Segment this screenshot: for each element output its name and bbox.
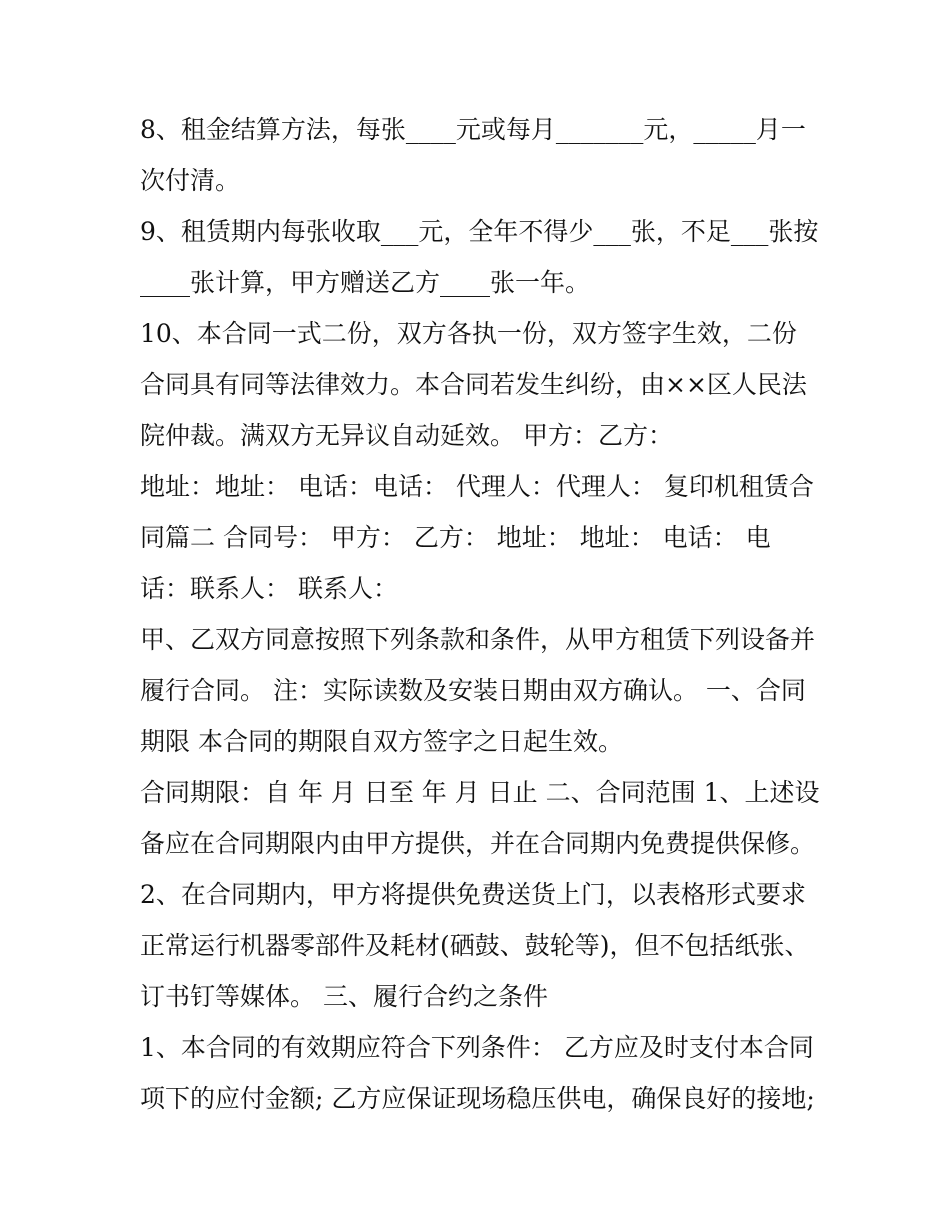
paragraph-rental-fee: 9、租赁期内每张收取___元，全年不得少___张，不足___张按____张计算，甲方赠送乙方____张一年。	[140, 217, 819, 297]
paragraph-conditions: 1、本合同的有效期应符合下列条件： 乙方应及时支付本合同项下的应付金额; 乙方应保证现场稳压供电，确保良好的接地;	[140, 1033, 815, 1113]
paragraph-parties-info: 地址：地址： 电话：电话： 代理人：代理人： 复印机租赁合同篇二 合同号： 甲方： 乙方： 地址： 地址： 电话： 电话：联系人： 联系人：	[140, 472, 814, 603]
paragraph-contract-scope: 合同期限：自 年 月 日至 年 月 日止 二、合同范围 1、上述设备应在合同期限内由甲方提供，并在合同期内免费提供保修。	[140, 778, 820, 858]
paragraph-agreement-term: 甲、乙双方同意按照下列条款和条件，从甲方租赁下列设备并履行合同。 注：实际读数及安装日期由双方确认。 一、合同期限 本合同的期限自双方签字之日起生效。	[140, 625, 816, 756]
document-body	[140, 104, 820, 1124]
paragraph-delivery: 2、在合同期内，甲方将提供免费送货上门，以表格形式要求正常运行机器零部件及耗材(硒鼓、鼓轮等)，但不包括纸张、订书钉等媒体。 三、履行合约之条件	[140, 880, 810, 1011]
paragraph-rent-settlement: 8、租金结算方法，每张____元或每月_______元，_____月一次付清。	[140, 115, 806, 195]
paragraph-contract-copies: 10、本合同一式二份，双方各执一份，双方签字生效，二份合同具有同等法律效力。本合同若发生纠纷，由××区人民法院仲裁。满双方无异议自动延效。 甲方：乙方：	[140, 319, 807, 450]
